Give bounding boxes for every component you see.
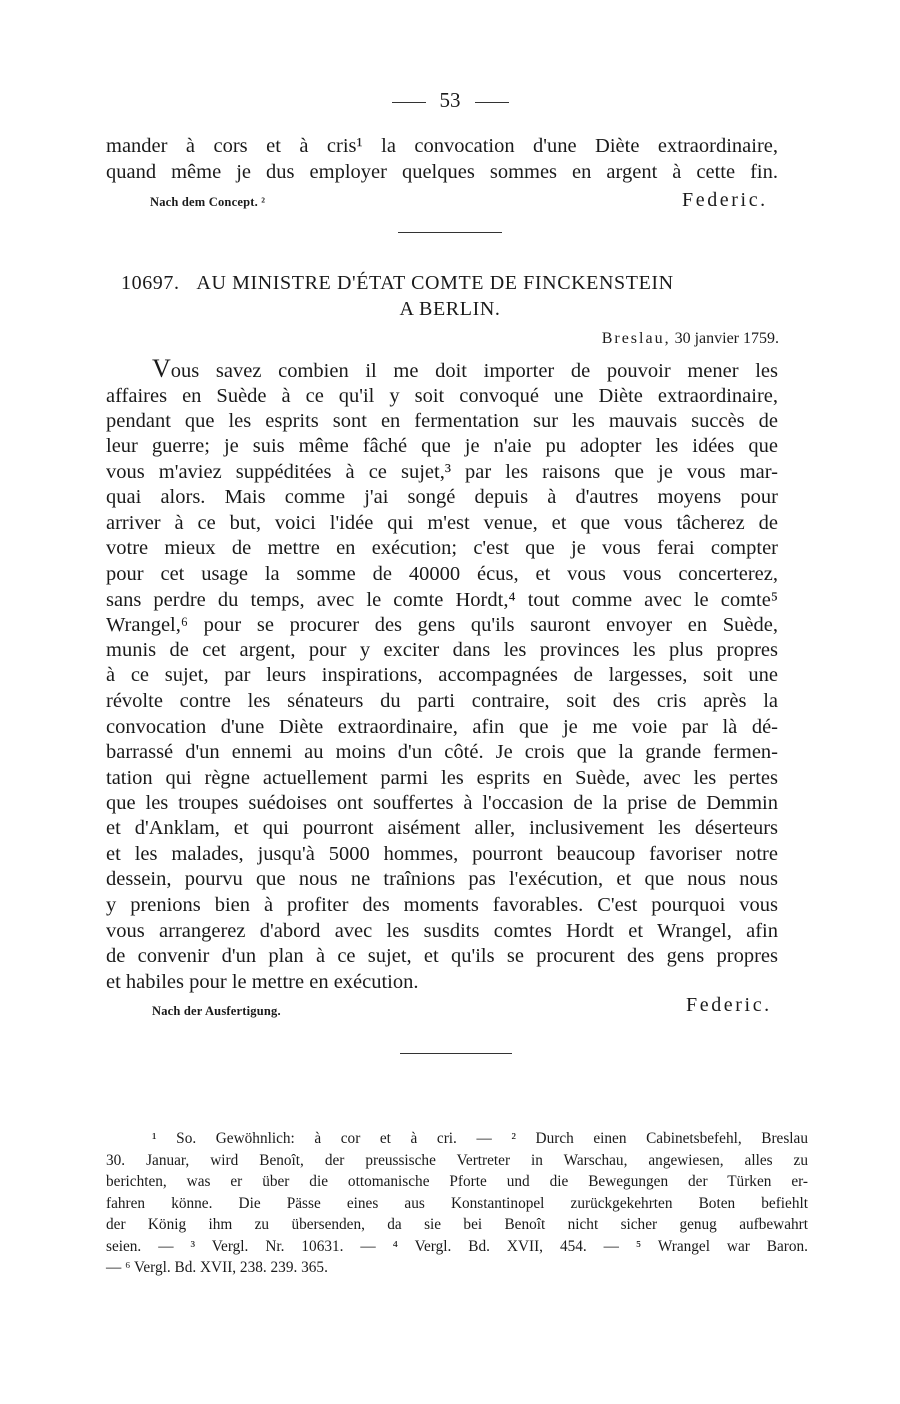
footnote-line-last: — ⁶ Vergl. Bd. XVII, 238. 239. 365. <box>106 1259 328 1276</box>
signature-1: Federic. <box>682 189 768 211</box>
body-line: barrassé d'un ennemi au moins d'un côté. Je crois que la grande fermen- <box>106 741 778 763</box>
body-line: révolte contre les sénateurs du parti contraire, soit des cris après la <box>106 690 778 712</box>
footnote-line: ¹ So. Gewöhnlich: à cor et à cri. — ² Durch einen Cabinetsbefehl, Breslau <box>152 1130 808 1147</box>
body-line: et les malades, jusqu'à 5000 hommes, pourront beaucoup favoriser notre <box>106 843 778 865</box>
body-line: votre mieux de mettre en exécution; c'est que je vous ferai compter <box>106 537 778 559</box>
footnote-line: seien. — ³ Vergl. Nr. 10631. — ⁴ Vergl. Bd. XVII, 454. — ⁵ Wrangel war Baron. <box>106 1238 808 1255</box>
body-line: tation qui règne actuellement parmi les esprits en Suède, avec les pertes <box>106 767 778 789</box>
body-line: sans perdre du temps, avec le comte Hordt,⁴ tout comme avec le comte⁵ <box>106 589 778 611</box>
body-line: pour cet usage la somme de 40000 écus, et vous vous concerterez, <box>106 563 778 585</box>
body-line: et d'Anklam, et qui pourront aisément aller, inclusivement les déserteurs <box>106 817 778 839</box>
letter-heading <box>121 272 674 295</box>
page-number-text: 53 <box>439 88 461 112</box>
date-place: Breslau, <box>601 330 671 347</box>
body-line: affaires en Suède à ce qu'il y soit convoqué une Diète extraordinaire, <box>106 385 778 407</box>
source-note-ausfertigung: Nach der Ausfertigung. <box>152 1004 281 1018</box>
source-note-concept: Nach dem Concept. ² <box>150 195 266 209</box>
letter-heading-line-2: A BERLIN. <box>399 298 501 320</box>
body-line: de convenir d'un plan à ce sujet, et qu'ils se procurent des gens propres <box>106 945 778 967</box>
body-line: que les troupes suédoises ont souffertes à l'occasion de la prise de Demmin <box>106 792 778 814</box>
body-line: arriver à ce but, voici l'idée qui m'est venue, et que vous tâcherez de <box>106 512 778 534</box>
footnote-line: 30. Januar, wird Benoît, der preussische Vertreter in Warschau, angewiesen, alles zu <box>106 1152 808 1169</box>
initial-letter: V <box>152 354 171 383</box>
body-line-1-text: ous savez combien il me doit importer de pouvoir mener les <box>170 360 778 382</box>
dateline <box>602 330 779 348</box>
section-divider-1 <box>398 232 502 233</box>
body-line: vous arrangerez d'abord avec les susdits comtes Hordt et Wrangel, afin <box>106 920 778 942</box>
body-line: dessein, pourvu que nous ne traînions pas l'exécution, et que nous nous <box>106 868 778 890</box>
body-line: pendant que les esprits sont en fermentation sur les mauvais succès de <box>106 410 778 432</box>
date-text: 30 janvier 1759. <box>674 330 779 347</box>
body-line-1 <box>152 356 778 384</box>
body-line: convocation d'une Diète extraordinaire, afin que je me voie par là dé- <box>106 716 778 738</box>
body-line-last: et habiles pour le mettre en exécution. <box>106 971 419 993</box>
page-number <box>0 88 900 113</box>
body-line: y prenions bien à profiter des moments favorables. C'est pourquoi vous <box>106 894 778 916</box>
body-line: à ce sujet, par leurs inspirations, accompagnées de largesses, soit une <box>106 664 778 686</box>
signature-2: Federic. <box>686 994 772 1016</box>
section-divider-2 <box>400 1053 512 1054</box>
letter-number: 10697. <box>121 272 180 294</box>
footnote-line: fahren könne. Die Pässe eines aus Konstantinopel zurückgekehrten Boten befiehlt <box>106 1195 808 1212</box>
body-line: vous m'aviez suppéditées à ce sujet,³ par les raisons que je vous mar- <box>106 461 778 483</box>
page-number-dash-left <box>392 102 426 103</box>
footnote-line: berichten, was er über die ottomanische Pforte und die Bewegungen der Türken er- <box>106 1173 808 1190</box>
body-line: munis de cet argent, pour y exciter dans les provinces les plus propres <box>106 639 778 661</box>
page-number-dash-right <box>475 102 509 103</box>
body-line: quai alors. Mais comme j'ai songé depuis à d'autres moyens pour <box>106 486 778 508</box>
footnote-line: der König ihm zu übersenden, da sie bei Benoît nicht sicher genug aufbewahrt <box>106 1216 808 1233</box>
top-line-1: mander à cors et à cris¹ la convocation d'une Diète extraordinaire, <box>106 135 778 157</box>
body-line: leur guerre; je suis même fâché que je n'aie pu adopter les idées que <box>106 435 778 457</box>
letter-heading-line-1: AU MINISTRE D'ÉTAT COMTE DE FINCKENSTEIN <box>196 272 674 294</box>
body-line: Wrangel,⁶ pour se procurer des gens qu'ils sauront envoyer en Suède, <box>106 614 778 636</box>
top-line-2: quand même je dus employer quelques sommes en argent à cette fin. <box>106 161 778 183</box>
